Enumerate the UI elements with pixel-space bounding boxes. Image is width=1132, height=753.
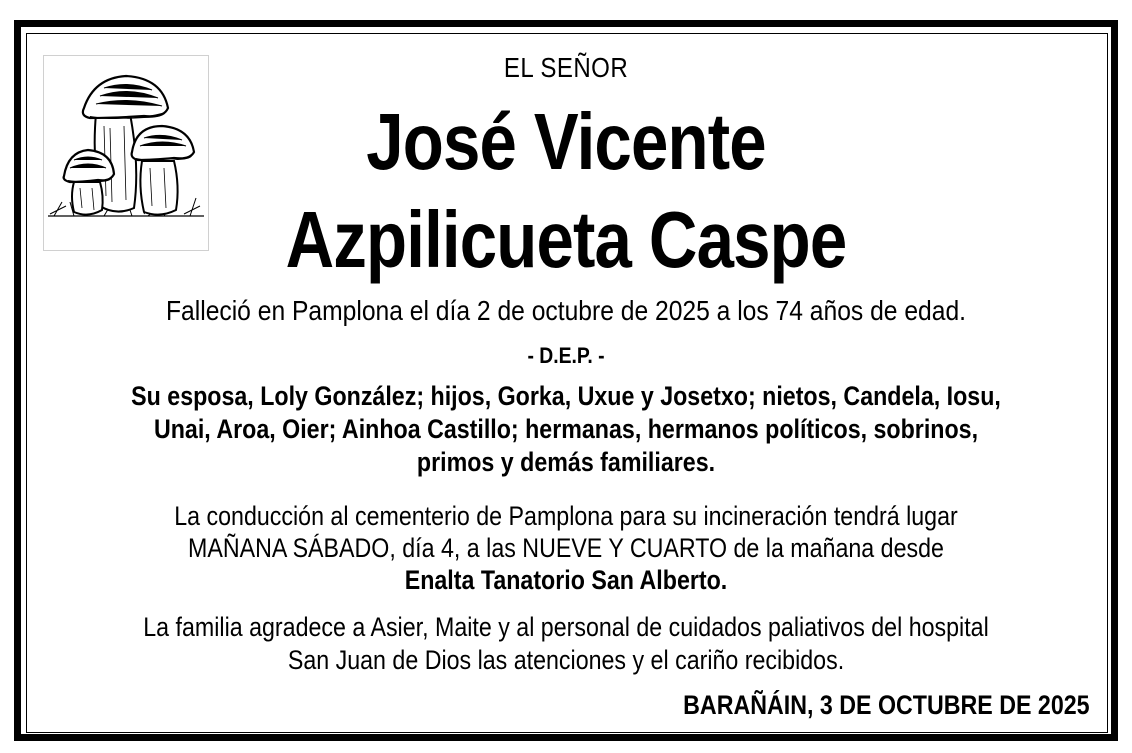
deceased-name-first: José Vicente xyxy=(366,97,766,186)
conduction-place: Enalta Tanatorio San Alberto. xyxy=(404,565,728,595)
family-line: primos y demás familiares. xyxy=(416,447,716,477)
conduction-line: La conducción al cementerio de Pamplona para su incineración tendrá lugar xyxy=(174,501,958,531)
conduction-info xyxy=(32,500,1100,596)
family-line: Su esposa, Loly González; hijos, Gorka, Uxue y Josetxo; nietos, Candela, Iosu, xyxy=(131,381,1001,411)
family-line: Unai, Aroa, Oier; Ainhoa Castillo; hermanas, hermanos políticos, sobrinos, xyxy=(153,414,979,444)
place-date: BARAÑÁIN, 3 DE OCTUBRE DE 2025 xyxy=(683,690,1090,720)
dep-line: - D.E.P. - xyxy=(527,343,605,368)
death-notice: Falleció en Pamplona el día 2 de octubre de 2025 a los 74 años de edad. xyxy=(165,295,967,326)
honorific: EL SEÑOR xyxy=(503,52,629,83)
thanks-line: San Juan de Dios las atenciones y el cariño recibidos. xyxy=(287,645,845,675)
thanks-message xyxy=(32,611,1100,677)
thanks-line: La familia agradece a Asier, Maite y al personal de cuidados paliativos del hospital xyxy=(143,612,989,642)
family-list xyxy=(32,380,1100,479)
conduction-line: MAÑANA SÁBADO, día 4, a las NUEVE Y CUARTO de la mañana desde xyxy=(188,533,944,563)
deceased-name-last: Azpilicueta Caspe xyxy=(285,195,847,284)
